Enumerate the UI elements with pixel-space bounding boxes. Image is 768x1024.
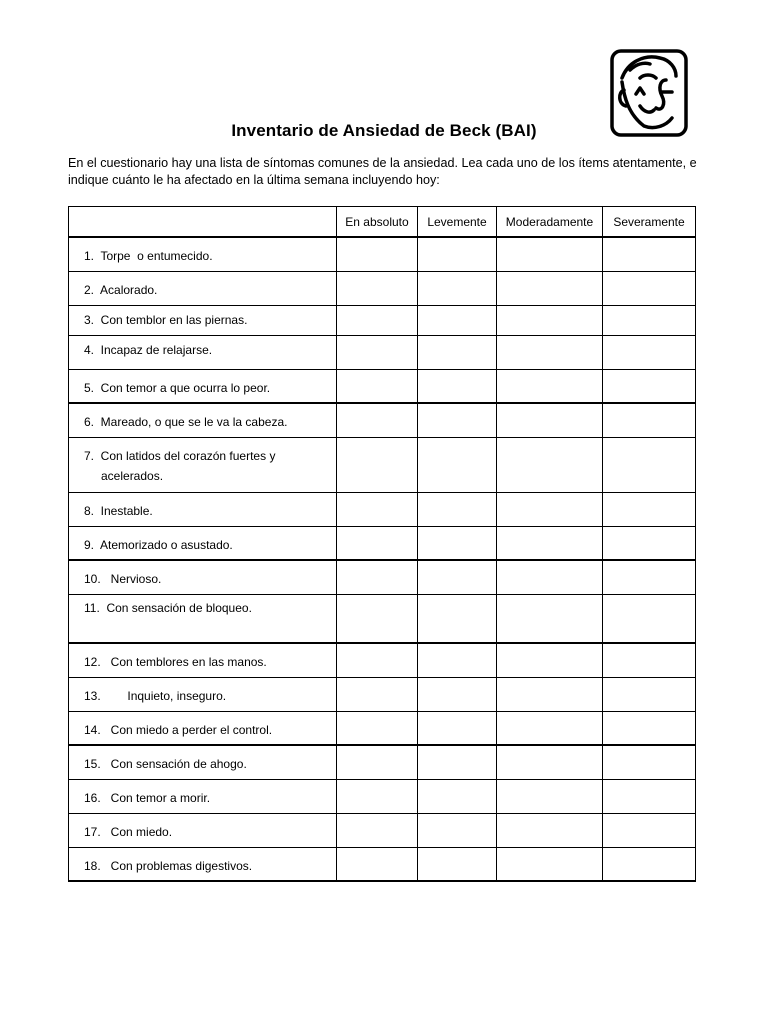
moderadamente-cell[interactable] (497, 711, 603, 745)
en-absoluto-cell[interactable] (337, 813, 418, 847)
moderadamente-cell[interactable] (497, 594, 603, 643)
severamente-cell[interactable] (603, 271, 696, 305)
item-label: 4. Incapaz de relajarse. (69, 335, 337, 369)
moderadamente-cell[interactable] (497, 779, 603, 813)
table-row (69, 779, 696, 813)
item-7-continuation: acelerados. (101, 468, 164, 483)
en-absoluto-cell[interactable] (337, 711, 418, 745)
en-absoluto-cell[interactable] (337, 237, 418, 271)
moderadamente-cell[interactable] (497, 271, 603, 305)
levemente-cell[interactable] (418, 594, 497, 643)
en-absoluto-cell[interactable] (337, 526, 418, 560)
severamente-cell[interactable] (603, 437, 696, 492)
table-row (69, 711, 696, 745)
table-row (69, 305, 696, 335)
table-row (69, 526, 696, 560)
table-row (69, 437, 696, 492)
item-label: 8. Inestable. (69, 492, 337, 526)
header-severamente: Severamente (603, 207, 696, 238)
item-label: 12. Con temblores en las manos. (69, 643, 337, 677)
moderadamente-cell[interactable] (497, 369, 603, 403)
severamente-cell[interactable] (603, 403, 696, 437)
table-row (69, 813, 696, 847)
severamente-cell[interactable] (603, 305, 696, 335)
levemente-cell[interactable] (418, 711, 497, 745)
levemente-cell[interactable] (418, 560, 497, 594)
en-absoluto-cell[interactable] (337, 492, 418, 526)
table-row (69, 492, 696, 526)
levemente-cell[interactable] (418, 403, 497, 437)
table-row (69, 237, 696, 271)
table-row (69, 677, 696, 711)
item-label: 10. Nervioso. (69, 560, 337, 594)
moderadamente-cell[interactable] (497, 847, 603, 881)
moderadamente-cell[interactable] (497, 526, 603, 560)
severamente-cell[interactable] (603, 237, 696, 271)
moderadamente-cell[interactable] (497, 560, 603, 594)
table-header-row (69, 207, 696, 238)
en-absoluto-cell[interactable] (337, 745, 418, 779)
bai-table (68, 206, 696, 882)
table-row (69, 847, 696, 881)
severamente-cell[interactable] (603, 560, 696, 594)
en-absoluto-cell[interactable] (337, 560, 418, 594)
levemente-cell[interactable] (418, 847, 497, 881)
item-label: 16. Con temor a morir. (69, 779, 337, 813)
item-label: 13. Inquieto, inseguro. (69, 677, 337, 711)
item-label: 18. Con problemas digestivos. (69, 847, 337, 881)
en-absoluto-cell[interactable] (337, 437, 418, 492)
table-row (69, 403, 696, 437)
intro-line-2: indique cuánto le ha afectado en la última semana incluyendo hoy: (68, 173, 440, 187)
table-row (69, 271, 696, 305)
severamente-cell[interactable] (603, 643, 696, 677)
item-label: 15. Con sensación de ahogo. (69, 745, 337, 779)
item-label: 5. Con temor a que ocurra lo peor. (69, 369, 337, 403)
item-label: 2. Acalorado. (69, 271, 337, 305)
en-absoluto-cell[interactable] (337, 847, 418, 881)
moderadamente-cell[interactable] (497, 677, 603, 711)
moderadamente-cell[interactable] (497, 813, 603, 847)
item-label: 14. Con miedo a perder el control. (69, 711, 337, 745)
severamente-cell[interactable] (603, 813, 696, 847)
moderadamente-cell[interactable] (497, 335, 603, 369)
en-absoluto-cell[interactable] (337, 369, 418, 403)
en-absoluto-cell[interactable] (337, 403, 418, 437)
table-row (69, 594, 696, 643)
severamente-cell[interactable] (603, 526, 696, 560)
table-row (69, 369, 696, 403)
header-moderadamente: Moderadamente (497, 207, 603, 238)
levemente-cell[interactable] (418, 437, 497, 492)
moderadamente-cell[interactable] (497, 403, 603, 437)
levemente-cell[interactable] (418, 237, 497, 271)
item-label: 3. Con temblor en las piernas. (69, 305, 337, 335)
moderadamente-cell[interactable] (497, 492, 603, 526)
intro-line-1: En el cuestionario hay una lista de síntomas comunes de la ansiedad. Lea cada uno de los ítems atentamente, e (68, 156, 697, 170)
item-label: 11. Con sensación de bloqueo. (69, 594, 337, 643)
moderadamente-cell[interactable] (497, 643, 603, 677)
table-row (69, 560, 696, 594)
severamente-cell[interactable] (603, 847, 696, 881)
moderadamente-cell[interactable] (497, 305, 603, 335)
item-label: 6. Mareado, o que se le va la cabeza. (69, 403, 337, 437)
en-absoluto-cell[interactable] (337, 779, 418, 813)
severamente-cell[interactable] (603, 594, 696, 643)
header-levemente: Levemente (418, 207, 497, 238)
moderadamente-cell[interactable] (497, 437, 603, 492)
item-label: 1. Torpe o entumecido. (69, 237, 337, 271)
severamente-cell[interactable] (603, 745, 696, 779)
levemente-cell[interactable] (418, 492, 497, 526)
en-absoluto-cell[interactable] (337, 305, 418, 335)
levemente-cell[interactable] (418, 271, 497, 305)
moderadamente-cell[interactable] (497, 745, 603, 779)
levemente-cell[interactable] (418, 745, 497, 779)
levemente-cell[interactable] (418, 677, 497, 711)
en-absoluto-cell[interactable] (337, 335, 418, 369)
header-item-column (69, 207, 337, 238)
severamente-cell[interactable] (603, 335, 696, 369)
severamente-cell[interactable] (603, 711, 696, 745)
severamente-cell[interactable] (603, 677, 696, 711)
severamente-cell[interactable] (603, 779, 696, 813)
document-title: Inventario de Ansiedad de Beck (BAI) (231, 121, 537, 140)
table-row (69, 745, 696, 779)
en-absoluto-cell[interactable] (337, 643, 418, 677)
table-row (69, 335, 696, 369)
moderadamente-cell[interactable] (497, 237, 603, 271)
levemente-cell[interactable] (418, 526, 497, 560)
levemente-cell[interactable] (418, 305, 497, 335)
levemente-cell[interactable] (418, 369, 497, 403)
item-label: 17. Con miedo. (69, 813, 337, 847)
levemente-cell[interactable] (418, 643, 497, 677)
item-label: 7. Con latidos del corazón fuertes y acelerados. (69, 437, 337, 492)
levemente-cell[interactable] (418, 779, 497, 813)
levemente-cell[interactable] (418, 335, 497, 369)
levemente-cell[interactable] (418, 813, 497, 847)
severamente-cell[interactable] (603, 492, 696, 526)
header-en-absoluto: En absoluto (337, 207, 418, 238)
table-row (69, 643, 696, 677)
en-absoluto-cell[interactable] (337, 677, 418, 711)
item-label: 9. Atemorizado o asustado. (69, 526, 337, 560)
intro-text (68, 155, 708, 189)
en-absoluto-cell[interactable] (337, 594, 418, 643)
severamente-cell[interactable] (603, 369, 696, 403)
en-absoluto-cell[interactable] (337, 271, 418, 305)
